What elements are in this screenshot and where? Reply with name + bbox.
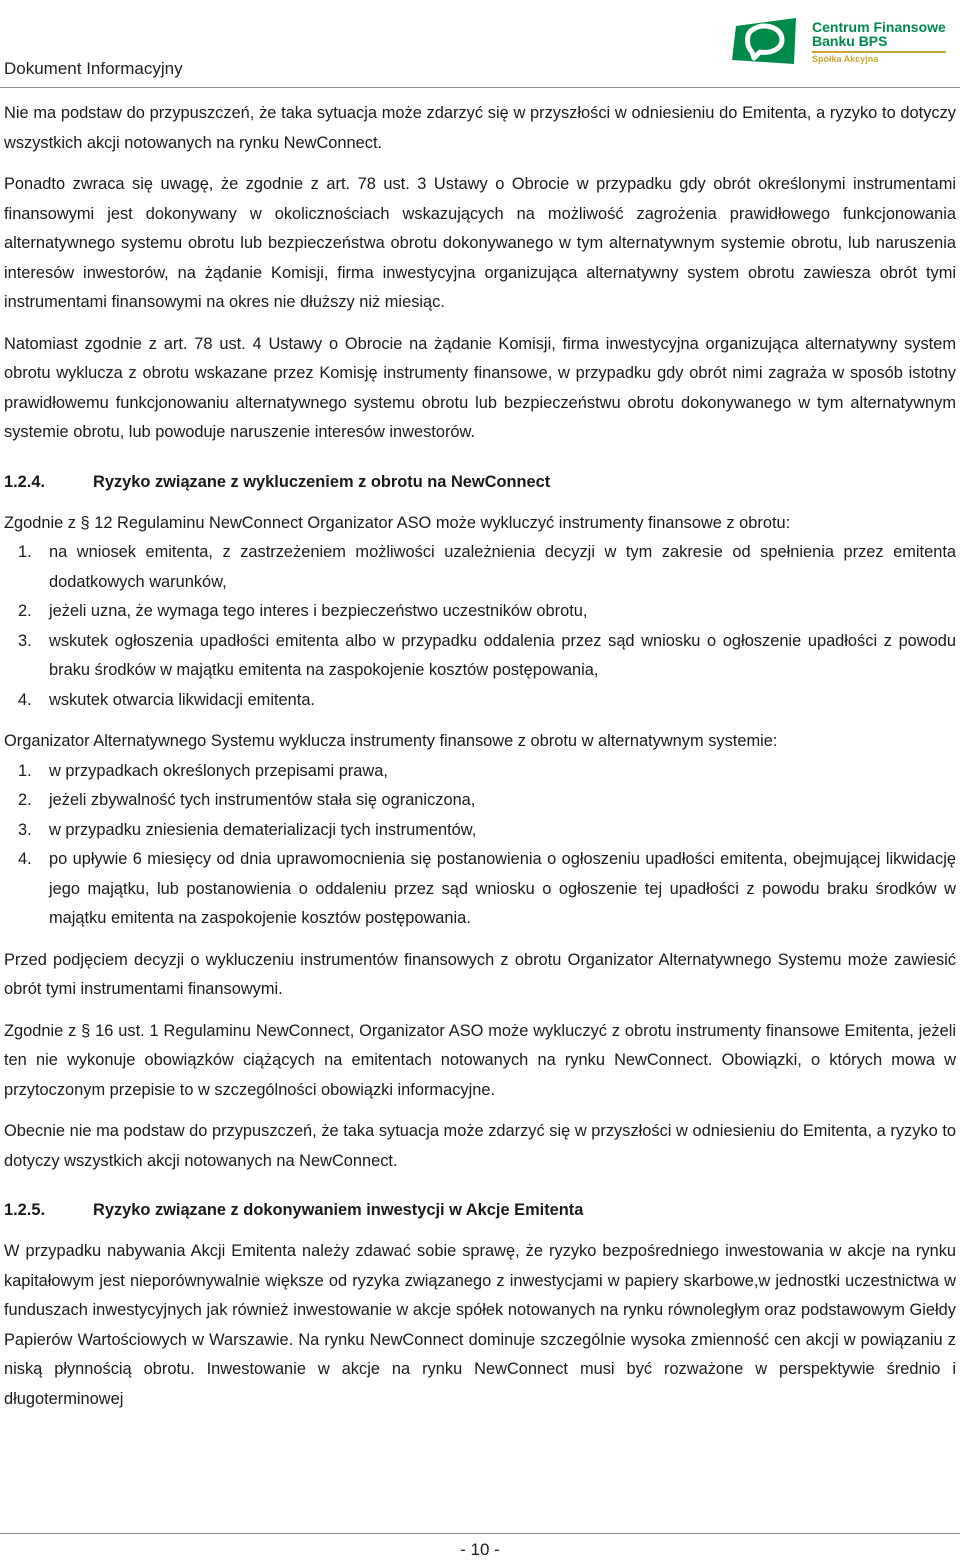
- paragraph: Obecnie nie ma podstaw do przypuszczeń, że taka sytuacja może zdarzyć się w przyszłości w odniesieniu do Emitenta, a ryzyko to dotyczy wszystkich akcji notowanych na NewConnect.: [4, 1122, 956, 1170]
- header-divider: [0, 87, 960, 88]
- list-item-text: w przypadku zniesienia dematerializacji tych instrumentów,: [49, 820, 477, 839]
- footer-divider: [0, 1533, 960, 1534]
- section-heading: [4, 468, 956, 497]
- list-item: [4, 627, 956, 686]
- list-item-text: wskutek otwarcia likwidacji emitenta.: [49, 690, 315, 709]
- list-item: [4, 597, 956, 627]
- list-item: [4, 786, 956, 816]
- list-item-text: po upływie 6 miesięcy od dnia uprawomocnienia się postanowienia o ogłoszeniu upadłości emitenta, obejmującej likwidację jego majątku, lub postanowienia o oddaleniu przez sąd wniosku o ogłoszenie tej upadłości z powodu braku środków w majątku emitenta na zaspokojenie kosztów postępowania.: [49, 850, 956, 927]
- list-item-number: 4.: [18, 850, 32, 868]
- list-item: [4, 686, 956, 716]
- list-item-number: 3.: [18, 631, 32, 650]
- section-number: 1.2.5.: [4, 1201, 46, 1219]
- list-item-number: 2.: [18, 602, 32, 620]
- paragraph: W przypadku nabywania Akcji Emitenta należy zdawać sobie sprawę, że ryzyko bezpośredniego inwestowania w akcje na rynku kapitałowym jest nieporównywalnie większe od ryzyka związanego z inwestycjami w papiery skarbowe,w jednostki uczestnictwa w funduszach inwestycyjnych jak również inwestowanie w akcje spółek notowanych na rynku równoległym oraz podstawowym Giełdy Papierów Wartościowych w Warszawie. Na rynku NewConnect dominuje szczególnie wysoka zmienność cen akcji w powiązaniu z niską płynnością obrotu. Inwestowanie w akcje na rynku NewConnect musi być rozważone w perspektywie średnio i długoterminowej: [4, 1242, 956, 1408]
- section-number: 1.2.4.: [4, 472, 46, 491]
- list-item: [4, 538, 956, 597]
- section-title: Ryzyko związane z wykluczeniem z obrotu na NewConnect: [93, 472, 551, 491]
- paragraph: Nie ma podstaw do przypuszczeń, że taka sytuacja może zdarzyć się w przyszłości w odniesieniu do Emitenta, a ryzyko to dotyczy wszystkich akcji notowanych na rynku NewConnect.: [4, 104, 956, 152]
- paragraph: Organizator Alternatywnego Systemu wyklucza instrumenty finansowe z obrotu w alternatywnym systemie:: [4, 732, 778, 750]
- document-label: Dokument Informacyjny: [4, 59, 183, 78]
- list-item-number: 1.: [18, 761, 32, 780]
- list-item-text: w przypadkach określonych przepisami prawa,: [49, 761, 388, 780]
- company-logo: [732, 14, 947, 68]
- list-item-text: jeżeli uzna, że wymaga tego interes i bezpieczeństwo uczestników obrotu,: [49, 602, 588, 620]
- list-item-number: 4.: [18, 690, 32, 709]
- list-item-number: 1.: [18, 543, 32, 561]
- logo-text-line2: Banku BPS: [812, 33, 888, 49]
- paragraph: Przed podjęciem decyzji o wykluczeniu instrumentów finansowych z obrotu Organizator Alternatywnego Systemu może zawiesić obrót tymi instrumentami finansowymi.: [4, 950, 956, 998]
- page-header: [0, 0, 960, 88]
- paragraph: Zgodnie z § 12 Regulaminu NewConnect Organizator ASO może wykluczyć instrumenty finansowe z obrotu:: [4, 513, 791, 532]
- logo-divider: [812, 51, 946, 53]
- logo-text-line3: Spółka Akcyjna: [812, 54, 879, 64]
- list-item-number: 3.: [18, 820, 32, 839]
- list-item-text: na wniosek emitenta, z zastrzeżeniem możliwości uzależnienia decyzji w tym zakresie od spełnienia przez emitenta dodatkowych warunków,: [49, 543, 956, 591]
- list-item: [4, 757, 956, 787]
- list-item-text: jeżeli zbywalność tych instrumentów stała się ograniczona,: [49, 791, 476, 809]
- page-number: - 10 -: [460, 1540, 500, 1559]
- list-item: [4, 845, 956, 934]
- paragraph: Natomiast zgodnie z art. 78 ust. 4 Ustawy o Obrocie na żądanie Komisji, firma inwestycyjna organizująca alternatywny system obrotu wyklucza z obrotu wskazane przez Komisję instrumenty finansowe, w przypadku gdy obrót nimi zagraża w sposób istotny prawidłowemu funkcjonowaniu alternatywnego systemu obrotu lub bezpieczeństwu obrotu dokonywanego w tym alternatywnym systemie obrotu, lub powoduje naruszenie interesów inwestorów.: [4, 334, 956, 441]
- logo-text-line1: Centrum Finansowe: [812, 19, 946, 35]
- paragraph: Zgodnie z § 16 ust. 1 Regulaminu NewConnect, Organizator ASO może wykluczyć z obrotu instrumenty finansowe Emitenta, jeżeli ten nie wykonuje obowiązków ciążących na emitentach notowanych na rynku NewConnect. Obowiązki, o których mowa w przytoczonym przepisie to w szczególności obowiązki informacyjne.: [4, 1021, 956, 1099]
- section-heading: [4, 1196, 956, 1225]
- document-body: [4, 99, 956, 1426]
- list-item: [4, 816, 956, 846]
- paragraph: Ponadto zwraca się uwagę, że zgodnie z art. 78 ust. 3 Ustawy o Obrocie w przypadku gdy obrót określonymi instrumentami finansowymi jest dokonywany w okolicznościach wskazujących na możliwość zagrożenia prawidłowego funkcjonowania alternatywnego systemu obrotu lub bezpieczeństwa obrotu dokonywanego w tym alternatywnym systemie obrotu, lub naruszenia interesów inwestorów, na żądanie Komisji, firma inwestycyjna organizująca alternatywny system obrotu zawiesza obrót tymi instrumentami finansowymi na okres nie dłuższy niż miesiąc.: [4, 175, 956, 311]
- list-item-number: 2.: [18, 791, 32, 809]
- numbered-list: [4, 538, 956, 715]
- section-title: Ryzyko związane z dokonywaniem inwestycji w Akcje Emitenta: [93, 1201, 584, 1219]
- numbered-list: [4, 757, 956, 934]
- logo-mark-icon: [732, 16, 800, 66]
- list-item-text: wskutek ogłoszenia upadłości emitenta albo w przypadku oddalenia przez sąd wniosku o ogłoszenie upadłości z powodu braku środków w majątku emitenta na zaspokojenie kosztów postępowania,: [49, 631, 956, 679]
